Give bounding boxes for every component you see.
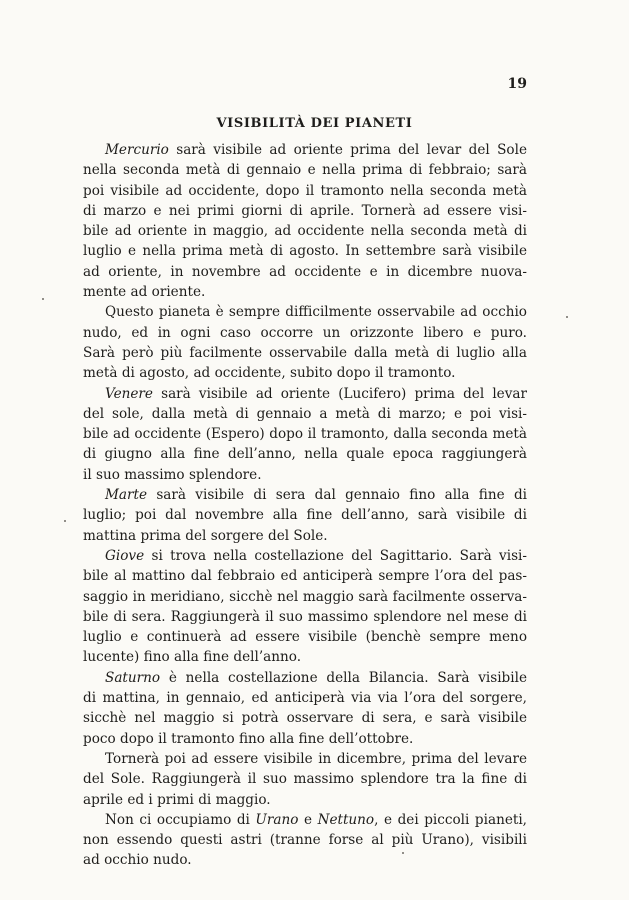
text-line xyxy=(83,607,527,627)
text-line xyxy=(83,302,527,322)
text-line xyxy=(83,485,527,505)
text-segment: Non ci occupiamo di xyxy=(105,811,256,828)
text-segment: non essendo questi astri (tranne forse al più Urano), visibili xyxy=(83,832,527,849)
text-line xyxy=(83,587,527,607)
text-segment: del sole, dalla metà di gennaio a metà di marzo; e poi visi- xyxy=(83,405,527,422)
text-line xyxy=(83,708,527,728)
text-line xyxy=(83,668,527,688)
body-text xyxy=(83,140,527,871)
text-line xyxy=(83,241,527,261)
text-segment: bile ad occidente (Espero) dopo il tramonto, dalla seconda metà xyxy=(83,426,527,443)
text-segment: nella seconda metà di gennaio e nella prima di febbraio; sarà xyxy=(83,162,527,179)
paper-speck xyxy=(42,298,44,300)
text-line xyxy=(83,282,527,302)
text-segment: il suo massimo splendore. xyxy=(83,466,262,483)
text-line xyxy=(83,181,527,201)
text-segment: bile al mattino dal febbraio ed anticiperà sempre l’ora del pas- xyxy=(83,568,527,585)
paper-speck xyxy=(566,316,568,318)
text-segment: del Sole. Raggiungerà il suo massimo splendore tra la fine di xyxy=(83,771,527,788)
planet-name: Urano xyxy=(255,811,299,828)
planet-name: Mercurio xyxy=(105,142,169,158)
text-line xyxy=(83,830,527,850)
text-line xyxy=(83,323,527,343)
planet-name: Marte xyxy=(105,487,148,504)
text-segment: saggio in meridiano, sicchè nel maggio sarà facilmente osserva- xyxy=(83,588,527,605)
text-line xyxy=(83,343,527,363)
text-segment: , e dei piccoli pianeti, xyxy=(374,811,527,828)
text-segment: poi visibile ad occidente, dopo il tramonto nella seconda metà xyxy=(83,182,527,199)
text-segment: di giugno alla fine dell’anno, nella quale epoca raggiungerà xyxy=(83,446,527,463)
text-line xyxy=(83,384,527,404)
paper-speck xyxy=(64,520,66,522)
text-line xyxy=(83,790,527,810)
text-line xyxy=(83,505,527,525)
planet-name: Giove xyxy=(105,547,145,564)
text-segment: bile ad oriente in maggio, ad occidente nella seconda metà di xyxy=(83,223,527,240)
text-segment: luglio e continuerà ad essere visibile (benchè sempre meno xyxy=(83,629,527,646)
text-line xyxy=(83,424,527,444)
text-line xyxy=(83,769,527,789)
text-line xyxy=(83,444,527,464)
text-line xyxy=(83,749,527,769)
page-number: 19 xyxy=(507,76,527,92)
text-segment: bile di sera. Raggiungerà il suo massimo splendore nel mese di xyxy=(83,608,527,625)
page-title: VISIBILITÀ DEI PIANETI xyxy=(216,116,413,131)
text-line xyxy=(83,647,527,667)
text-line xyxy=(83,363,527,383)
text-segment: Tornerà poi ad essere visibile in dicembre, prima del levare xyxy=(105,750,527,767)
text-line xyxy=(83,404,527,424)
planet-name: Venere xyxy=(105,385,153,402)
paper-speck xyxy=(402,852,404,854)
text-segment: Sarà però più facilmente osservabile dalla metà di luglio alla xyxy=(83,344,527,361)
text-segment: ad oriente, in novembre ad occidente e in dicembre nuova- xyxy=(83,263,527,280)
text-line xyxy=(83,160,527,180)
text-segment: di marzo e nei primi giorni di aprile. Tornerà ad essere visi- xyxy=(83,202,527,219)
text-segment: mente ad oriente. xyxy=(83,284,206,301)
text-segment: si trova nella costellazione del Sagittario. Sarà visi- xyxy=(144,547,527,564)
text-segment: e xyxy=(298,811,318,828)
text-segment: sarà visibile ad oriente prima del levar del Sole xyxy=(168,142,527,158)
text-segment: sarà visibile ad oriente (Lucifero) prima del levar xyxy=(152,385,527,402)
text-line xyxy=(83,850,527,870)
text-line xyxy=(83,688,527,708)
text-line xyxy=(83,140,527,160)
text-segment: mattina prima del sorgere del Sole. xyxy=(83,527,328,544)
text-segment: sicchè nel maggio si potrà osservare di sera, e sarà visibile xyxy=(83,710,527,727)
text-segment: Questo pianeta è sempre difficilmente osservabile ad occhio xyxy=(105,304,527,321)
text-segment: poco dopo il tramonto fino alla fine dell’ottobre. xyxy=(83,730,414,747)
text-segment: di mattina, in gennaio, ed anticiperà via via l’ora del sorgere, xyxy=(83,690,527,707)
text-line xyxy=(83,546,527,566)
text-line xyxy=(83,262,527,282)
text-line xyxy=(83,729,527,749)
text-line xyxy=(83,566,527,586)
text-segment: lucente) fino alla fine dell’anno. xyxy=(83,649,302,666)
text-line xyxy=(83,465,527,485)
text-line xyxy=(83,627,527,647)
text-segment: nudo, ed in ogni caso occorre un orizzonte libero e puro. xyxy=(83,324,527,341)
text-segment: sarà visibile di sera dal gennaio fino alla fine di xyxy=(147,487,527,504)
text-segment: aprile ed i primi di maggio. xyxy=(83,791,271,808)
planet-name: Saturno xyxy=(105,669,161,686)
text-line xyxy=(83,221,527,241)
text-segment: ad occhio nudo. xyxy=(83,852,192,869)
text-segment: è nella costellazione della Bilancia. Sarà visibile xyxy=(160,669,527,686)
text-segment: luglio; poi dal novembre alla fine dell’anno, sarà visibile di xyxy=(83,507,527,524)
text-line xyxy=(83,526,527,546)
text-line xyxy=(83,810,527,830)
text-segment: luglio e nella prima metà di agosto. In settembre sarà visibile xyxy=(83,243,527,260)
text-line xyxy=(83,201,527,221)
text-segment: metà di agosto, ad occidente, subito dopo il tramonto. xyxy=(83,365,456,382)
planet-name: Nettuno xyxy=(317,811,375,828)
